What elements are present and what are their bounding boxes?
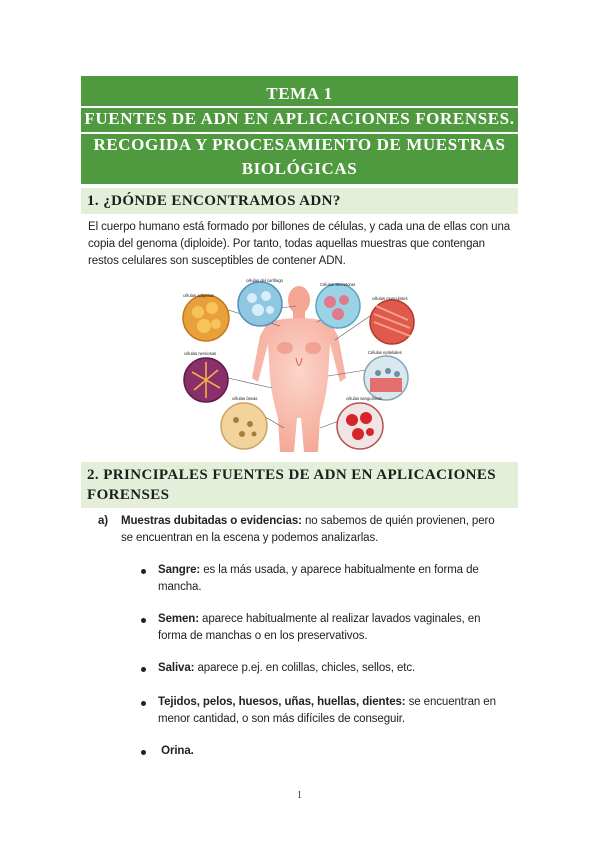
bullet-marker xyxy=(141,701,146,706)
cell-musculares xyxy=(370,300,414,344)
title-divider xyxy=(81,106,518,108)
cell-sanguineas xyxy=(337,403,383,449)
title-banner xyxy=(81,76,518,184)
title-line-2: FUENTES DE ADN EN APLICACIONES FORENSES. xyxy=(84,109,515,128)
section-2-title-line-1: 2. PRINCIPALES FUENTES DE ADN EN APLICACIONES xyxy=(87,467,497,483)
list-item-continuation: forma de manchas o en los preservativos. xyxy=(158,630,368,642)
label-oseas: células óseas xyxy=(232,396,258,401)
cell-nerviosas xyxy=(184,358,228,402)
list-item: Orina. xyxy=(158,745,194,757)
cell-epiteliales xyxy=(364,356,408,400)
page-number: 1 xyxy=(297,790,302,801)
list-item-continuation: menor cantidad, o son más difíciles de conseguir. xyxy=(158,713,405,725)
paragraph-line: El cuerpo humano está formado por billones de células, y cada una de ellas con una xyxy=(88,221,511,233)
title-line-1: TEMA 1 xyxy=(266,84,333,103)
label-sanguineas: células sanguíneas xyxy=(346,396,382,401)
paragraph-line: copia del genoma (diploide). Por tanto, todas aquellas muestras que contengan xyxy=(88,238,485,250)
title-line-4: BIOLÓGICAS xyxy=(241,159,358,178)
bullet-marker xyxy=(141,569,146,574)
label-nerviosas: células nerviosas xyxy=(184,351,217,356)
bullet-marker xyxy=(141,667,146,672)
list-item: Tejidos, pelos, huesos, uñas, huellas, dientes: se encuentran en xyxy=(158,696,496,708)
list-item-continuation: mancha. xyxy=(158,581,202,593)
cell-secretoras xyxy=(316,284,360,328)
paragraph-line: restos celulares son susceptibles de contener ADN. xyxy=(88,255,346,267)
cell-adiposas xyxy=(183,295,229,341)
list-marker: a) xyxy=(98,515,109,527)
human-cells-figure xyxy=(180,278,418,452)
label-musculares: células musculares xyxy=(372,296,408,301)
cell-cartilago xyxy=(238,282,282,326)
title-divider xyxy=(81,132,518,134)
list-item-a-line-2: se encuentran en la escena y podemos analizarlas. xyxy=(121,532,379,544)
list-item: Semen: aparece habitualmente al realizar lavados vaginales, en xyxy=(158,613,481,625)
bullet-marker xyxy=(141,750,146,755)
bullet-marker xyxy=(141,618,146,623)
label-secretoras: Células Secretoras xyxy=(320,282,356,287)
label-epiteliales: Células epiteliales xyxy=(368,350,402,355)
section-2-title-line-2: FORENSES xyxy=(87,487,170,503)
cell-oseas xyxy=(221,403,267,449)
section-1-heading xyxy=(81,188,518,214)
list-item: Sangre: es la más usada, y aparece habitualmente en forma de xyxy=(158,564,479,576)
title-line-3: RECOGIDA Y PROCESAMIENTO DE MUESTRAS xyxy=(93,135,506,154)
section-1-title: 1. ¿DÓNDE ENCONTRAMOS ADN? xyxy=(87,193,341,209)
list-item-a-line-1: Muestras dubitadas o evidencias: no sabemos de quién provienen, pero xyxy=(121,515,495,527)
list-item: Saliva: aparece p.ej. en colillas, chicles, sellos, etc. xyxy=(158,662,416,674)
label-cartilago: células del cartílago xyxy=(246,278,284,283)
section-2-heading xyxy=(81,462,518,508)
label-adiposas: células adiposas xyxy=(183,293,214,298)
